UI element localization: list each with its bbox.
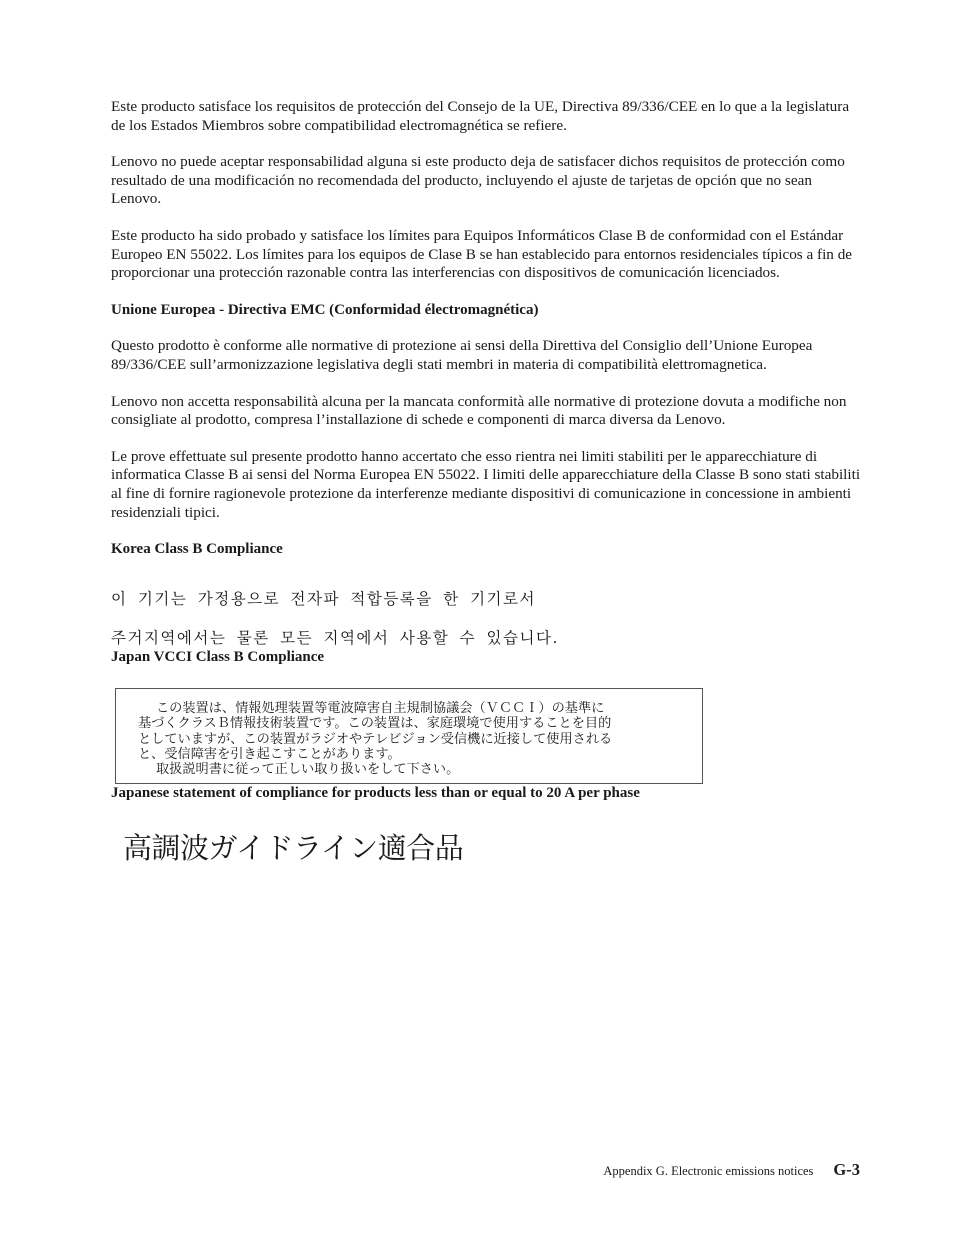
vcci-line-3: としていますが、この装置がラジオやテレビジョン受信機に近接して使用される: [138, 731, 613, 747]
italy-emc-heading: Unione Europea - Directiva EMC (Conformidad électromagnética): [111, 301, 539, 318]
vcci-line-5: 取扱説明書に従って正しい取り扱いをして下さい。: [156, 762, 460, 778]
vcci-line-4: と、受信障害を引き起こすことがあります。: [138, 746, 401, 762]
japan-vcci-heading: Japan VCCI Class B Compliance: [111, 648, 325, 665]
page-number: G-3: [833, 1160, 860, 1179]
korea-statement: [111, 589, 861, 648]
japan-20a-heading: Japanese statement of compliance for products less than or equal to 20 A per phase: [111, 785, 640, 802]
paragraph-it-2: Lenovo non accetta responsabilità alcuna per la mancata conformità alle normative di protezione dovuta a modifiche non consigliate al prodotto, compresa l’installazione di schede e componenti di marca diversa da Lenovo.: [111, 392, 847, 429]
vcci-line-2: 基づくクラスＢ情報技術装置です。この装置は、家庭環境で使用することを目的: [138, 716, 612, 732]
paragraph-it-3: Le prove effettuate sul presente prodotto hanno accertato che esso rientra nei limiti stabiliti per le apparecchiature di informatica Classe B ai sensi del Norma Europea EN 55022. I limiti delle apparecchiature della Classe B sono stati stabiliti al fine di fornire ragionevole protezione da interferenze mediante dispositivi di comunicazione in concessione in ambienti residenziali tipici.: [111, 447, 861, 521]
paragraph-it-1: Questo prodotto è conforme alle normative di protezione ai sensi della Direttiva del Consiglio dell’Unione Europea 89/336/CEE sull’armonizzazione legislativa degli stati membri in materia di compatibilità elettromagnetica.: [111, 337, 813, 373]
korea-heading: Korea Class B Compliance: [111, 541, 283, 558]
page-footer: [603, 1160, 860, 1180]
footer-section-title: Appendix G. Electronic emissions notices: [603, 1164, 814, 1178]
paragraph-es-1: Este producto satisface los requisitos de protección del Consejo de la UE, Directiva 89/336/CEE en lo que a la legislatura de los Estados Miembros sobre compatibilidad electromagnética se refiere.: [111, 98, 850, 134]
vcci-line-1: この装置は、情報処理装置等電波障害自主規制協議会（ＶＣＣＩ）の基準に: [156, 701, 605, 717]
paragraph-es-2: Lenovo no puede aceptar responsabilidad alguna si este producto deja de satisfacer dichos requisitos de protección como resultado de una modificación no recomendada del producto, incluyendo el ajuste de tarjetas de opción que no sean Lenovo.: [111, 153, 845, 208]
harmonic-guideline-statement: 高調波ガイドライン適合品: [123, 830, 464, 865]
document-body: [111, 98, 861, 865]
korea-line-1: 이 기기는 가정용으로 전자파 적합등록을 한 기기로서: [111, 589, 536, 608]
korea-line-2: 주거지역에서는 물론 모든 지역에서 사용할 수 있습니다.: [111, 628, 559, 647]
vcci-statement-box: [115, 688, 703, 784]
paragraph-es-3: Este producto ha sido probado y satisface los límites para Equipos Informáticos Clase B de conformidad con el Estándar Europeo EN 55022. Los límites para los equipos de Clase B se han establecido para entornos residenciales típicos a fin de proporcionar una protección razonable contra las interferencias con dispositivos de comunicación licenciados.: [111, 226, 853, 282]
